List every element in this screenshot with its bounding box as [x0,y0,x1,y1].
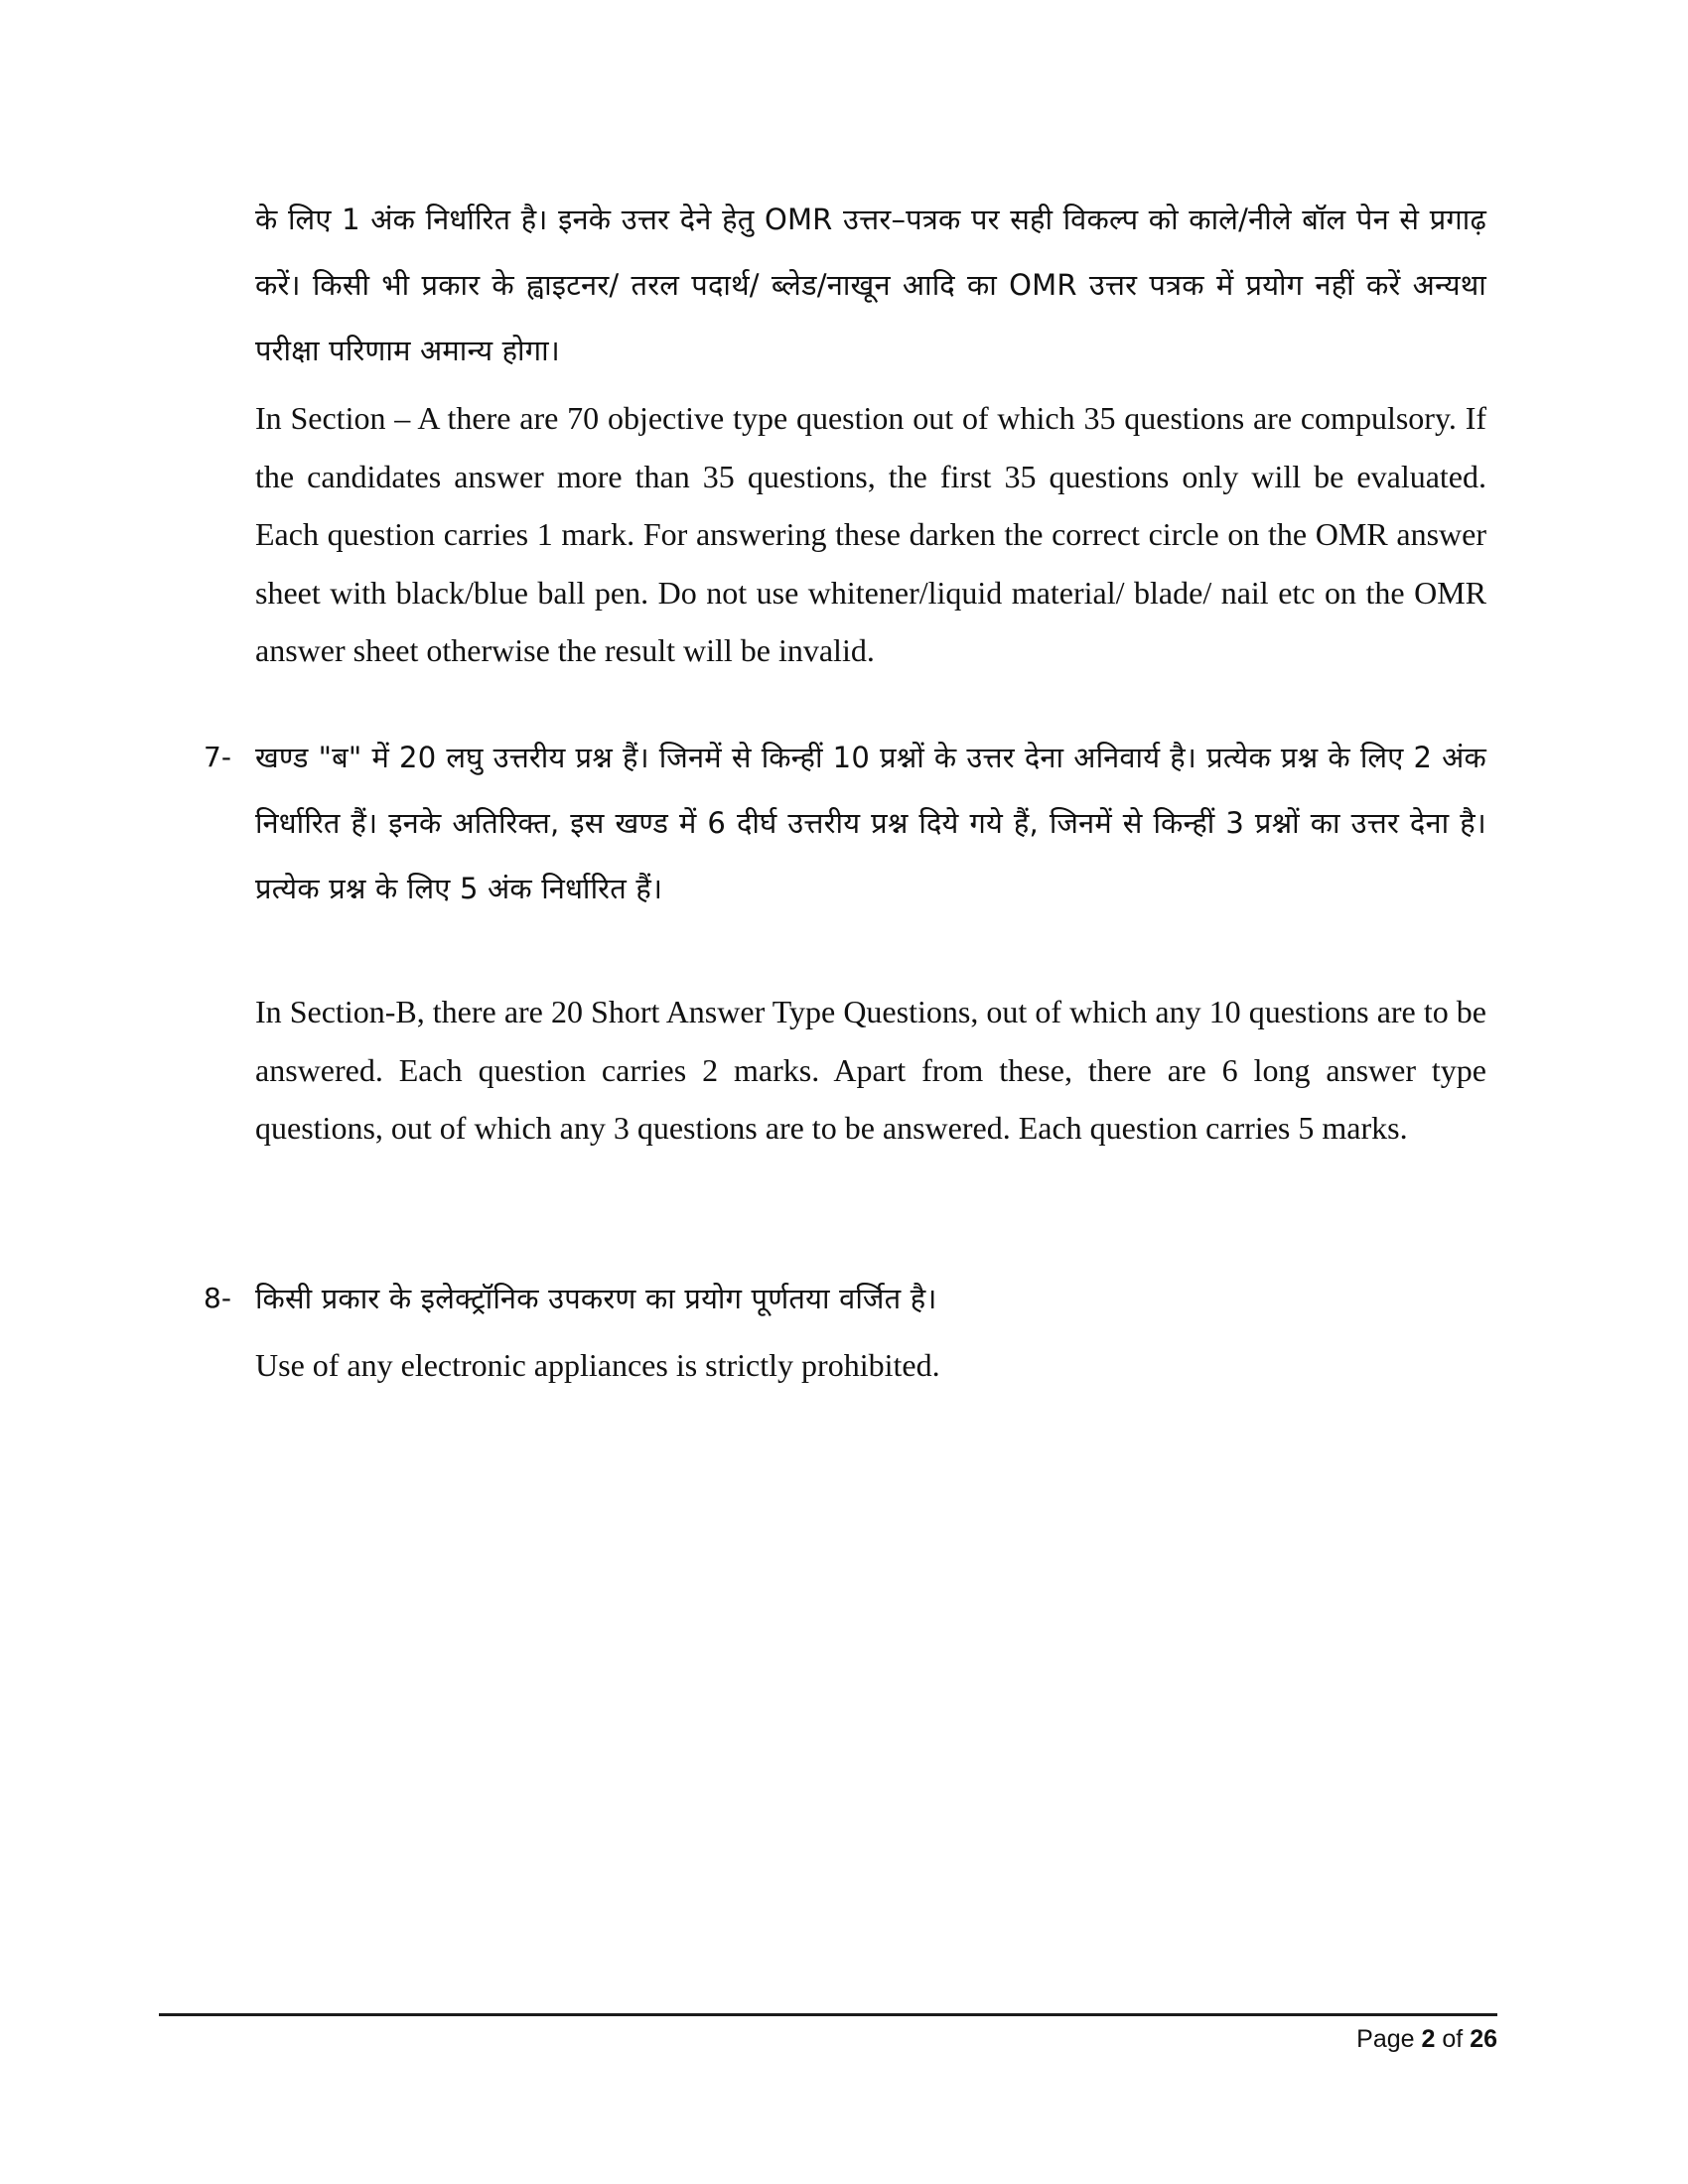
total-page-count: 26 [1470,2025,1497,2053]
instruction-7-number: 7- [204,741,231,773]
instruction-7-hindi: खण्ड "ब" में 20 लघु उत्तरीय प्रश्न हैं। जिनमें से किन्हीं 10 प्रश्नों के उत्तर देना अनिवार्य है। प्रत्येक प्रश्न के लिए 2 अंक निर्धारित हैं। इनके अतिरिक्त, इस खण्ड में 6 दीर्घ उत्तरीय प्रश्न दिये गये हैं, जिनमें से किन्हीं 3 प्रश्नों का उत्तर देना है। प्रत्येक प्रश्न के लिए 5 अंक निर्धारित हैं। [255,741,1486,905]
of-word: of [1442,2025,1464,2053]
current-page-number: 2 [1421,2025,1436,2053]
page-number [1356,2025,1497,2054]
instruction-8-english: Use of any electronic appliances is strictly prohibited. [255,1347,940,1383]
instruction-8-hindi: किसी प्रकार के इलेक्ट्रॉनिक उपकरण का प्रयोग पूर्णतया वर्जित है। [255,1282,937,1315]
page-word: Page [1356,2025,1415,2053]
instruction-6-english-continuation: In Section – A there are 70 objective type question out of which 35 questions are compulsory. If the candidates answer more than 35 questions, the first 35 questions only will be evaluated. Each question carries 1 mark. For answering these darken the correct circle on the OMR answer sheet with black/blue ball pen. Do not use whitener/liquid material/ blade/ nail etc on the OMR answer sheet otherwise the result will be invalid. [255,400,1486,668]
instruction-8-number: 8- [204,1282,231,1314]
instruction-7-english: In Section-B, there are 20 Short Answer Type Questions, out of which any 10 questions are to be answered. Each question carries 2 marks. Apart from these, there are 6 long answer type questions, out of which any 3 questions are to be answered. Each question carries 5 marks. [255,994,1486,1146]
footer-divider [159,2013,1497,2016]
instruction-6-hindi-continuation: के लिए 1 अंक निर्धारित है। इनके उत्तर देने हेतु OMR उत्तर–पत्रक पर सही विकल्प को काले/नीले बॉल पेन से प्रगाढ़ करें। किसी भी प्रकार के ह्वाइटनर/ तरल पदार्थ/ ब्लेड/नाखून आदि का OMR उत्तर पत्रक में प्रयोग नहीं करें अन्यथा परीक्षा परिणाम अमान्य होगा। [255,203,1486,367]
